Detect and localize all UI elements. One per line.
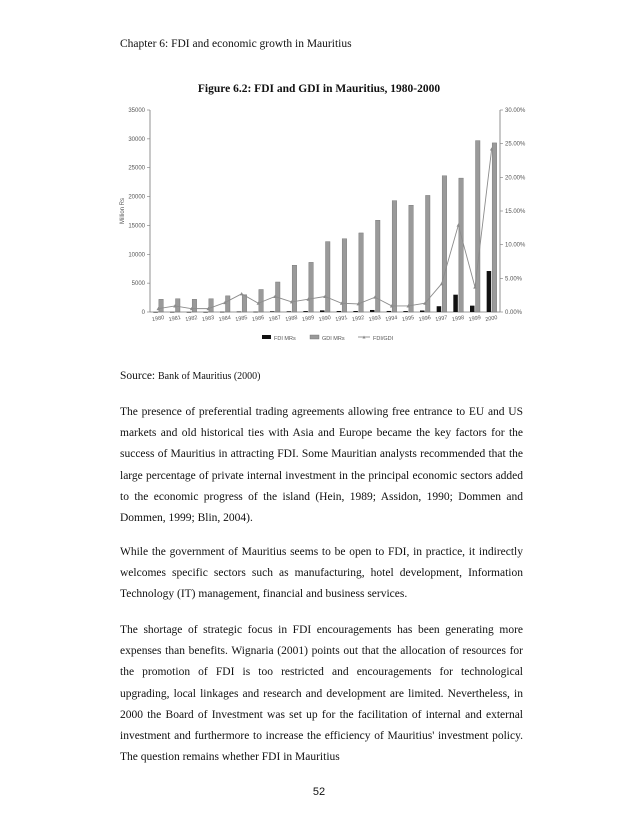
- fdi-bar: [370, 310, 375, 312]
- fdi-bar: [253, 312, 257, 313]
- fdi-bar: [303, 311, 308, 312]
- y-tick-label: 0: [141, 310, 145, 316]
- fdi-bar: [203, 312, 208, 313]
- y-tick-label: 30000: [128, 136, 145, 143]
- y2-tick-label: 0.00%: [505, 310, 523, 316]
- fdi-bar: [153, 312, 158, 313]
- x-tick-label: 2000: [484, 314, 499, 324]
- y2-tick-label: 20.00%: [505, 175, 526, 182]
- y-tick-label: 35000: [128, 108, 145, 114]
- source-text: Bank of Mauritius (2000): [158, 371, 261, 382]
- x-tick-label: 1989: [301, 314, 315, 324]
- fdi-bar: [470, 306, 475, 312]
- chart: [112, 100, 542, 355]
- gdi-bar: [342, 239, 347, 312]
- x-tick-label: 1987: [268, 314, 282, 324]
- gdi-bar: [476, 141, 481, 312]
- fdi-bar: [337, 311, 342, 312]
- fdi-bar: [237, 312, 242, 313]
- x-tick-label: 1990: [318, 314, 332, 324]
- legend-label: FDI MRs: [274, 336, 296, 342]
- x-tick-label: 1997: [434, 314, 449, 324]
- gdi-bar: [359, 233, 364, 312]
- y2-tick-label: 30.00%: [505, 108, 526, 114]
- y-tick-label: 10000: [128, 252, 145, 259]
- fdi-bar: [287, 311, 292, 312]
- x-tick-label: 1986: [251, 314, 265, 324]
- x-tick-label: 1991: [334, 314, 349, 324]
- gdi-bar: [326, 242, 331, 312]
- figure-title: Figure 6.2: FDI and GDI in Mauritius, 1980-2000: [197, 83, 441, 95]
- y-tick-label: 25000: [128, 165, 145, 172]
- x-tick-label: 1992: [351, 314, 365, 324]
- x-tick-label: 1994: [384, 314, 399, 324]
- x-tick-label: 1993: [368, 314, 382, 324]
- fdi-gdi-point: [240, 292, 244, 295]
- gdi-bar: [409, 205, 414, 312]
- y2-tick-label: 15.00%: [505, 209, 526, 215]
- gdi-bar: [426, 195, 431, 312]
- paragraph-3: The shortage of strategic focus in FDI encouragements has been generating more expenses than benefits. Wignaria (2001) points out that the allocation of resources for the promotion of FDI is too restricted and encouragements for technological upgrading, local linkages and research and development are limited. Nevertheless, in 2000 the Board of Investment was set up for the facilitation of internal and external investment and furthermore to increase the efficiency of Mauritius' investment policy. The question remains whether FDI in Mauritius: [120, 624, 523, 764]
- paragraph-1: The presence of preferential trading agreements allowing free entrance to EU and US markets and old historical ties with Asia and Europe became the key factors for the success of Mauritius in attracting FDI. Some Mauritian analysts recommended that the large percentage of private internal investment in the principal economic sectors added to the economic progress of the island (Hein, 1989; Assidon, 1990; Dommen and Dommen, 1999; Blin, 2004).: [120, 406, 523, 525]
- fdi-bar: [170, 312, 175, 313]
- gdi-bar: [292, 265, 297, 312]
- gdi-bar: [492, 143, 497, 312]
- gdi-bar: [259, 289, 264, 312]
- legend-label: GDI MRs: [322, 336, 345, 342]
- y2-tick-label: 5.00%: [505, 276, 523, 283]
- gdi-bar: [459, 178, 464, 312]
- fdi-bar: [487, 271, 492, 312]
- legend-label: FDI/GDI: [373, 336, 394, 342]
- fdi-bar: [187, 312, 192, 313]
- y-tick-label: 5000: [131, 281, 145, 288]
- legend-swatch-gdi: [310, 335, 319, 339]
- x-tick-label: 1999: [468, 314, 482, 324]
- paragraph-2: While the government of Mauritius seems to be open to FDI, in practice, it indirectly welcomes specific sectors such as manufacturing, hotel development, Information Technology (IT) management, financial and business services.: [120, 546, 523, 601]
- y2-tick-label: 25.00%: [505, 141, 526, 148]
- x-tick-label: 1996: [418, 314, 432, 324]
- page-number: 52: [312, 786, 326, 798]
- fdi-bar: [270, 311, 275, 312]
- legend-swatch-fdi: [262, 335, 271, 339]
- gdi-bar: [242, 295, 247, 312]
- fdi-bar: [453, 295, 458, 312]
- source-line: [120, 370, 261, 382]
- x-tick-label: 1981: [168, 314, 182, 324]
- y-axis-label: Million Rs: [120, 197, 126, 225]
- gdi-bar: [176, 299, 181, 312]
- fdi-bar: [420, 310, 425, 312]
- x-tick-label: 1985: [234, 314, 249, 324]
- fdi-bar: [387, 311, 392, 312]
- y-tick-label: 15000: [128, 223, 145, 230]
- fdi-bar: [437, 306, 442, 312]
- x-tick-label: 1983: [201, 314, 215, 324]
- source-label: Source:: [120, 370, 156, 382]
- fdi-bar: [320, 310, 325, 312]
- gdi-bar: [392, 201, 397, 312]
- fdi-bar: [353, 311, 358, 312]
- x-tick-label: 1998: [451, 314, 465, 324]
- gdi-bar: [442, 176, 447, 312]
- x-tick-label: 1980: [151, 314, 165, 324]
- x-tick-label: 1995: [401, 314, 415, 324]
- fdi-bar: [403, 311, 408, 312]
- fdi-bar: [220, 312, 225, 313]
- x-tick-label: 1988: [284, 314, 299, 324]
- x-tick-label: 1982: [184, 314, 199, 324]
- y2-tick-label: 10.00%: [505, 242, 526, 249]
- gdi-bar: [309, 262, 314, 312]
- x-tick-label: 1984: [218, 314, 232, 324]
- y-tick-label: 20000: [128, 194, 145, 201]
- running-head: Chapter 6: FDI and economic growth in Mauritius: [120, 38, 352, 50]
